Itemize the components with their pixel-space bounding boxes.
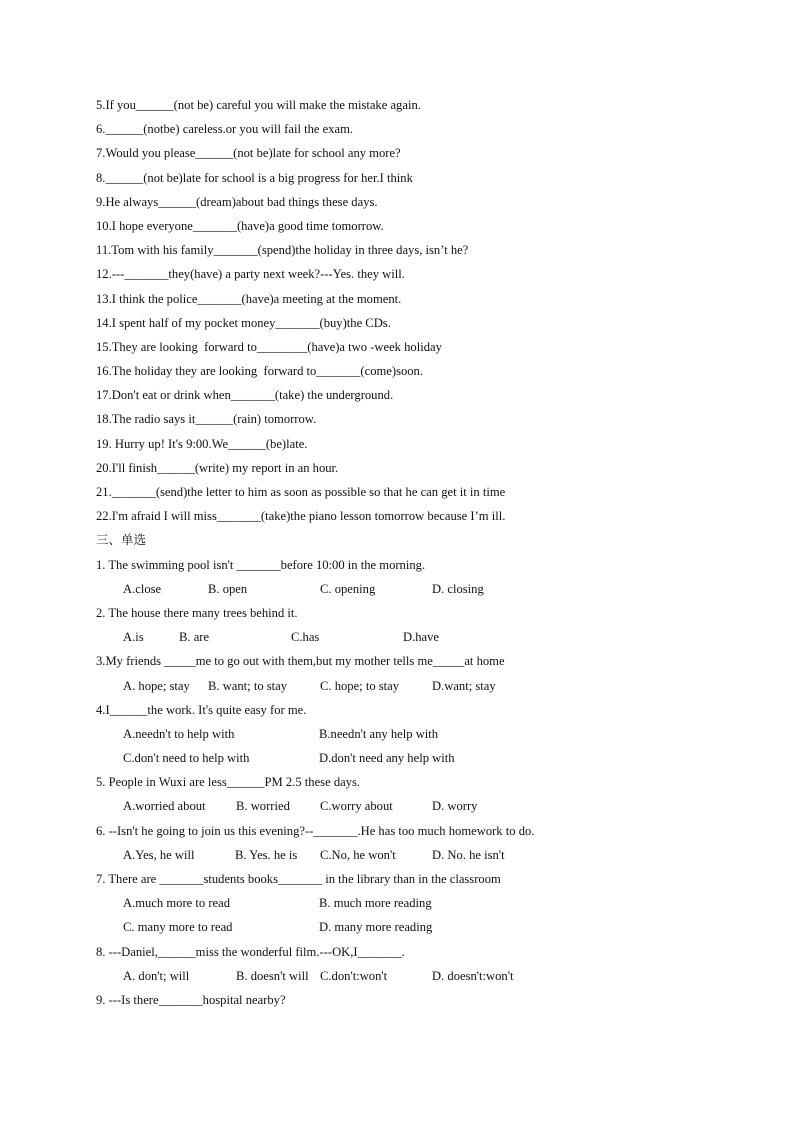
option-c: C.has [291,630,320,645]
mcq-options-3 [96,674,716,698]
mcq-question-1: 1. The swimming pool isn't _______before 10:00 in the morning. [96,557,426,572]
fill-in-item-17: 17.Don't eat or drink when_______(take) the underground. [96,388,394,403]
fill-in-item-6: 6.______(notbe) careless.or you will fail the exam. [96,122,354,137]
section-heading: 三、单选 [96,532,147,548]
option-c: C. hope; to stay [320,678,400,693]
mcq-question-3: 3.My friends _____me to go out with them,but my mother tells me_____at home [96,654,505,669]
option-a: A.much more to read [123,896,231,911]
mcq-question-9: 9. ---Is there_______hospital nearby? [96,992,286,1007]
mcq-question-8: 8. ---Daniel,______miss the wonderful film.---OK,I_______. [96,944,405,959]
fill-in-item-18: 18.The radio says it______(rain) tomorrow. [96,412,317,427]
option-c: C.worry about [320,799,393,814]
option-a: A. don't; will [123,968,190,983]
option-b: B. are [179,630,210,645]
option-b: B. want; to stay [208,678,288,693]
fill-in-item-16: 16.The holiday they are looking forward to_______(come)soon. [96,364,424,379]
option-b: B. doesn't will [236,968,309,983]
mcq-options-1 [96,577,716,601]
option-c: C.No, he won't [320,847,396,862]
option-d: D. closing [432,581,484,596]
mcq-options-7-row2 [96,915,716,939]
option-c: C. opening [320,581,376,596]
fill-in-item-21: 21._______(send)the letter to him as soon as possible so that he can get it in time [96,485,506,499]
option-c: C.don't:won't [320,968,388,983]
fill-in-item-15: 15.They are looking forward to________(have)a two -week holiday [96,339,442,354]
option-b: B. open [208,581,248,596]
option-b: B. Yes. he is [235,847,298,862]
option-a: A.close [123,581,162,596]
option-b: B. worried [236,799,290,814]
option-b: B.needn't any help with [319,726,439,741]
mcq-options-7-row1 [96,891,716,915]
option-d: D. doesn't:won't [432,968,514,983]
option-a: A.worried about [123,799,206,814]
option-d: D. worry [432,799,478,814]
fill-in-item-22: 22.I'm afraid I will miss_______(take)the piano lesson tomorrow because I’m ill. [96,509,506,524]
worksheet-page [96,93,716,1012]
fill-in-item-5: 5.If you______(not be) careful you will make the mistake again. [96,98,421,112]
fill-in-item-9: 9.He always______(dream)about bad things these days. [96,194,378,209]
fill-in-item-7: 7.Would you please______(not be)late for school any more? [96,146,401,161]
option-d: D.don't need any help with [319,751,455,766]
fill-in-item-13: 13.I think the police_______(have)a meeting at the moment. [96,291,402,306]
fill-in-item-20: 20.I'll finish______(write) my report in an hour. [96,460,339,475]
mcq-question-7: 7. There are _______students books_______ in the library than in the classroom [96,872,501,886]
option-d: D.want; stay [432,678,496,693]
option-a: A.needn't to help with [123,726,235,741]
mcq-question-4: 4.I______the work. It's quite easy for me. [96,702,307,717]
fill-in-item-19: 19. Hurry up! It's 9:00.We______(be)late. [96,436,308,451]
mcq-options-6 [96,843,716,867]
option-a: A.Yes, he will [123,847,195,862]
mcq-question-2: 2. The house there many trees behind it. [96,605,298,620]
fill-in-item-12: 12.---_______they(have) a party next week?---Yes. they will. [96,267,405,282]
mcq-options-8 [96,964,716,988]
fill-in-item-11: 11.Tom with his family_______(spend)the holiday in three days, isn’t he? [96,243,469,258]
mcq-options-5 [96,794,716,818]
option-a: A. hope; stay [123,678,190,693]
fill-in-item-10: 10.I hope everyone_______(have)a good time tomorrow. [96,218,384,233]
option-d: D. No. he isn't [432,847,505,862]
mcq-question-6: 6. --Isn't he going to join us this evening?--_______.He has too much homework to do. [96,823,535,838]
option-d: D. many more reading [319,920,433,935]
mcq-options-4-row2 [96,746,716,770]
fill-in-item-8: 8.______(not be)late for school is a big progress for her.I think [96,170,413,185]
mcq-options-2 [96,625,716,649]
option-d: D.have [403,630,440,645]
mcq-options-4-row1 [96,722,716,746]
mcq-question-5: 5. People in Wuxi are less______PM 2.5 these days. [96,775,361,790]
option-b: B. much more reading [319,896,432,911]
option-c: C.don't need to help with [123,751,250,766]
fill-in-item-14: 14.I spent half of my pocket money_______(buy)the CDs. [96,315,391,330]
option-c: C. many more to read [123,920,233,935]
option-a: A.is [123,630,144,645]
